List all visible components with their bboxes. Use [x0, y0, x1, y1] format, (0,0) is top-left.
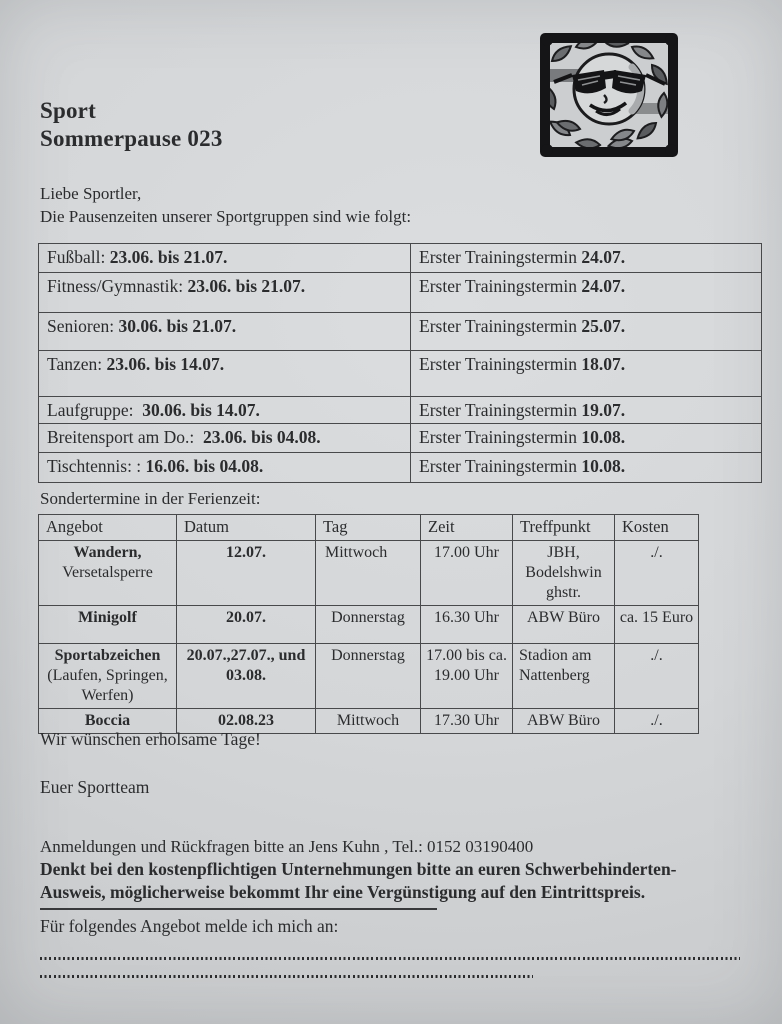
treffpunkt-cell: ABW Büro [513, 709, 615, 734]
pause-group-cell [39, 453, 411, 483]
pause-group-cell [39, 351, 411, 397]
kosten-cell: ./. [615, 541, 699, 606]
pause-dates: 16.06. bis 04.08. [145, 456, 264, 476]
treffpunkt-cell: ABW Büro [513, 606, 615, 644]
training-date: 10.08. [581, 427, 626, 447]
training-prefix: Erster Trainingstermin [419, 400, 577, 420]
kosten-cell: ca. 15 Euro [615, 606, 699, 644]
pause-table-row [39, 313, 762, 351]
contact-line: Anmeldungen und Rückfragen bitte an Jens Kuhn , Tel.: 0152 03190400 [40, 837, 534, 856]
training-date: 18.07. [581, 354, 626, 374]
training-prefix: Erster Trainingstermin [419, 316, 577, 336]
zeit-cell: 17.30 Uhr [421, 709, 513, 734]
datum-cell: 20.07.,27.07., und 03.08. [177, 644, 316, 709]
first-training-cell [411, 313, 762, 351]
column-header: Treffpunkt [513, 515, 615, 541]
pause-group-cell [39, 273, 411, 313]
treffpunkt-cell: JBH, Bodelshwin ghstr. [513, 541, 615, 606]
pause-dates: 30.06. bis 21.07. [118, 316, 237, 336]
pause-table [38, 243, 762, 483]
special-table-row [39, 541, 699, 606]
group-label: Fitness/Gymnastik: [47, 276, 184, 296]
group-label: Senioren: [47, 316, 115, 336]
first-training-cell [411, 397, 762, 424]
signup-prompt: Für folgendes Angebot melde ich mich an: [40, 916, 339, 936]
training-date: 10.08. [581, 456, 626, 476]
datum-cell: 02.08.23 [177, 709, 316, 734]
pause-dates: 23.06. bis 21.07. [109, 247, 228, 267]
training-prefix: Erster Trainingstermin [419, 276, 577, 296]
discount-notice-line1: Denkt bei den kostenpflichtigen Unternehmungen bitte an euren Schwerbehinderten- [40, 859, 677, 879]
pause-dates: 23.06. bis 21.07. [187, 276, 306, 296]
angebot-name: Boccia [84, 712, 131, 729]
first-training-cell [411, 424, 762, 453]
special-dates-table [38, 514, 699, 734]
column-header: Zeit [421, 515, 513, 541]
angebot-sub: (Laufen, Springen, Werfen) [47, 667, 168, 704]
pause-group-cell [39, 313, 411, 351]
tag-cell: Mittwoch [316, 709, 421, 734]
zeit-cell: 16.30 Uhr [421, 606, 513, 644]
datum-cell: 12.07. [177, 541, 316, 606]
tag-cell: Donnerstag [316, 606, 421, 644]
kosten-cell: ./. [615, 709, 699, 734]
pause-table-row [39, 351, 762, 397]
training-prefix: Erster Trainingstermin [419, 427, 577, 447]
pause-table-row [39, 424, 762, 453]
tag-cell: Donnerstag [316, 644, 421, 709]
pause-dates: 30.06. bis 14.07. [137, 400, 260, 420]
angebot-cell [39, 644, 177, 709]
angebot-sub: Versetalsperre [62, 564, 153, 581]
signup-blank-line-1 [40, 957, 740, 960]
sun-with-sunglasses-icon [538, 30, 680, 160]
first-training-cell [411, 244, 762, 273]
first-training-cell [411, 351, 762, 397]
training-date: 24.07. [581, 247, 626, 267]
group-label: Tischtennis: : [47, 456, 142, 476]
column-header: Kosten [615, 515, 699, 541]
special-table-row [39, 606, 699, 644]
angebot-name: Minigolf [78, 609, 137, 626]
column-header: Angebot [39, 515, 177, 541]
group-label: Laufgruppe: [47, 400, 134, 420]
group-label: Tanzen: [47, 354, 103, 374]
first-training-cell [411, 273, 762, 313]
pause-table-row [39, 453, 762, 483]
pause-group-cell [39, 397, 411, 424]
training-date: 24.07. [581, 276, 626, 296]
column-header: Datum [177, 515, 316, 541]
angebot-cell [39, 541, 177, 606]
page-title-line1: Sport [40, 98, 96, 123]
pause-table-row [39, 244, 762, 273]
zeit-cell: 17.00 bis ca. 19.00 Uhr [421, 644, 513, 709]
greeting-intro: Die Pausenzeiten unserer Sportgruppen sind wie folgt: [40, 207, 412, 226]
pause-dates: 23.06. bis 14.07. [106, 354, 225, 374]
kosten-cell: ./. [615, 644, 699, 709]
pause-group-cell [39, 244, 411, 273]
discount-notice-line2: Ausweis, möglicherweise bekommt Ihr eine Vergünstigung auf den Eintrittspreis. [40, 881, 646, 902]
special-dates-heading: Sondertermine in der Ferienzeit: [40, 489, 261, 508]
angebot-name: Sportabzeichen [54, 647, 161, 664]
group-label: Breitensport am Do.: [47, 427, 195, 447]
training-prefix: Erster Trainingstermin [419, 354, 577, 374]
discount-notice [40, 858, 677, 903]
angebot-cell [39, 606, 177, 644]
first-training-cell [411, 453, 762, 483]
page-title-line2: Sommerpause 023 [40, 126, 223, 151]
page-title [40, 97, 223, 153]
training-date: 25.07. [581, 316, 626, 336]
greeting [40, 182, 411, 228]
pause-group-cell [39, 424, 411, 453]
column-header: Tag [316, 515, 421, 541]
training-prefix: Erster Trainingstermin [419, 456, 577, 476]
greeting-salutation: Liebe Sportler, [40, 184, 142, 203]
signup-blank-line-2 [40, 975, 533, 978]
closing-wish: Wir wünschen erholsame Tage! [40, 729, 261, 749]
datum-cell: 20.07. [177, 606, 316, 644]
special-table-row [39, 644, 699, 709]
training-date: 19.07. [581, 400, 626, 420]
zeit-cell: 17.00 Uhr [421, 541, 513, 606]
treffpunkt-cell: Stadion am Nattenberg [513, 644, 615, 709]
special-table-header-row [39, 515, 699, 541]
training-prefix: Erster Trainingstermin [419, 247, 577, 267]
angebot-name: Wandern, [73, 544, 142, 561]
pause-dates: 23.06. bis 04.08. [198, 427, 321, 447]
divider-line [40, 908, 437, 910]
pause-table-row [39, 397, 762, 424]
closing-signature: Euer Sportteam [40, 777, 150, 797]
tag-cell: Mittwoch [316, 541, 421, 606]
group-label: Fußball: [47, 247, 106, 267]
pause-table-row [39, 273, 762, 313]
